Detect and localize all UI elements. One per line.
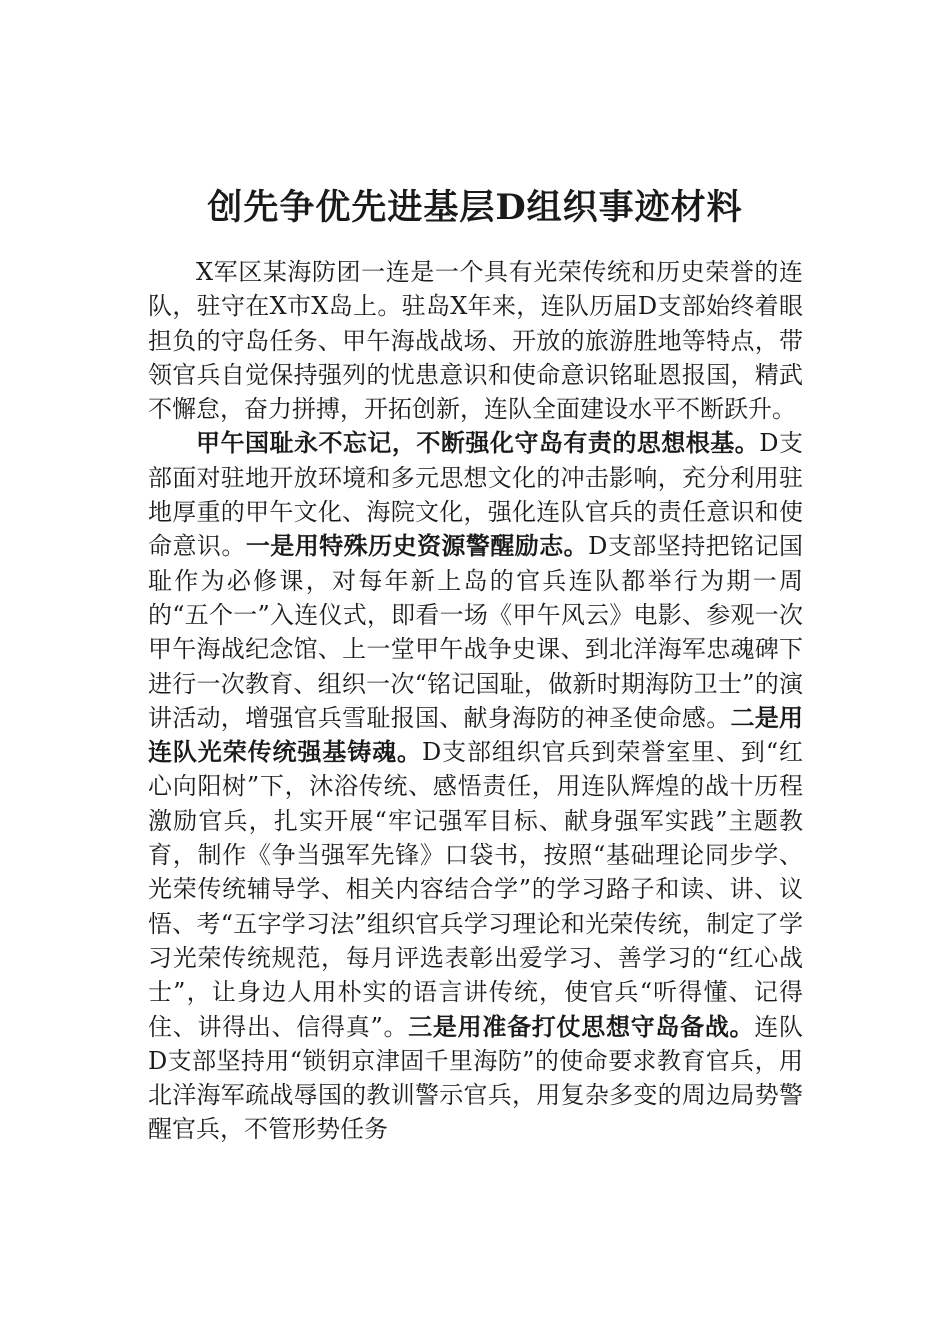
section-heading: 甲午国耻永不忘记，不断强化守岛有责的思想根基。 [196, 428, 760, 458]
point-two-text: D支部组织官兵到荣誉室里、到“红心向阳树”下，沐浴传统、感悟责任，用连队辉煌的战十历程激励官兵，扎实开展“牢记强军目标、献身强军实践”主题教育，制作《争当强军先锋》口袋书，按照“基础理论同步学、光荣传统辅导学、相关内容结合学”的学习路子和读、讲、议悟、考“五字学习法”组织官兵学习理论和光荣传统，制定了学习光荣传统规范，每月评选表彰出爱学习、善学习的“红心战士”，让身边人用朴实的语言讲传统，使官兵“听得懂、记得住、讲得出、信得真”。 [148, 738, 803, 1041]
point-one-text: D支部坚持把铭记国耻作为必修课，对每年新上岛的官兵连队都举行为期一周的“五个一”入连仪式，即看一场《甲午风云》电影、参观一次甲午海战纪念馆、上一堂甲午战争史课、到北洋海军忠魂碑下进行一次教育、组织一次“铭记国耻，做新时期海防卫士”的演讲活动，增强官兵雪耻报国、献身海防的神圣使命感。 [148, 532, 803, 732]
point-three-heading: 三是用准备打仗思想守岛备战。 [408, 1011, 755, 1041]
point-two-heading: 二是用连队光荣传统强基铸魂。 [148, 702, 804, 767]
paragraph-history-lesson [148, 426, 803, 1146]
point-three-text: 连队D支部坚持用“锁钥京津固千里海防”的使命要求教育官兵，用北洋海军疏战辱国的教训警示官兵，用复杂多变的周边局势警醒官兵，不管形势任务 [148, 1012, 804, 1144]
intro-text: X军区某海防团一连是一个具有光荣传统和历史荣誉的连队，驻守在X市X岛上。驻岛X年来，连队历届D支部始终着眼担负的守岛任务、甲午海战战场、开放的旅游胜地等特点，带领官兵自觉保持强列的忧患意识和使命意识铭耻恩报国，精武不懈怠，奋力拼搏，开拓创新，连队全面建设水平不断跃升。 [148, 258, 803, 424]
paragraph-intro [148, 255, 803, 426]
point-one-heading: 一是用特殊历史资源警醒励志。 [245, 531, 589, 561]
document-title: 创先争优先进基层D组织事迹材料 [207, 187, 743, 229]
section-intro-text: D支部面对驻地开放环境和多元思想文化的冲击影响，充分利用驻地厚重的甲午文化、海院文化，强化连队官兵的责任意识和使命意识。 [148, 429, 803, 561]
document-body [148, 255, 803, 1147]
